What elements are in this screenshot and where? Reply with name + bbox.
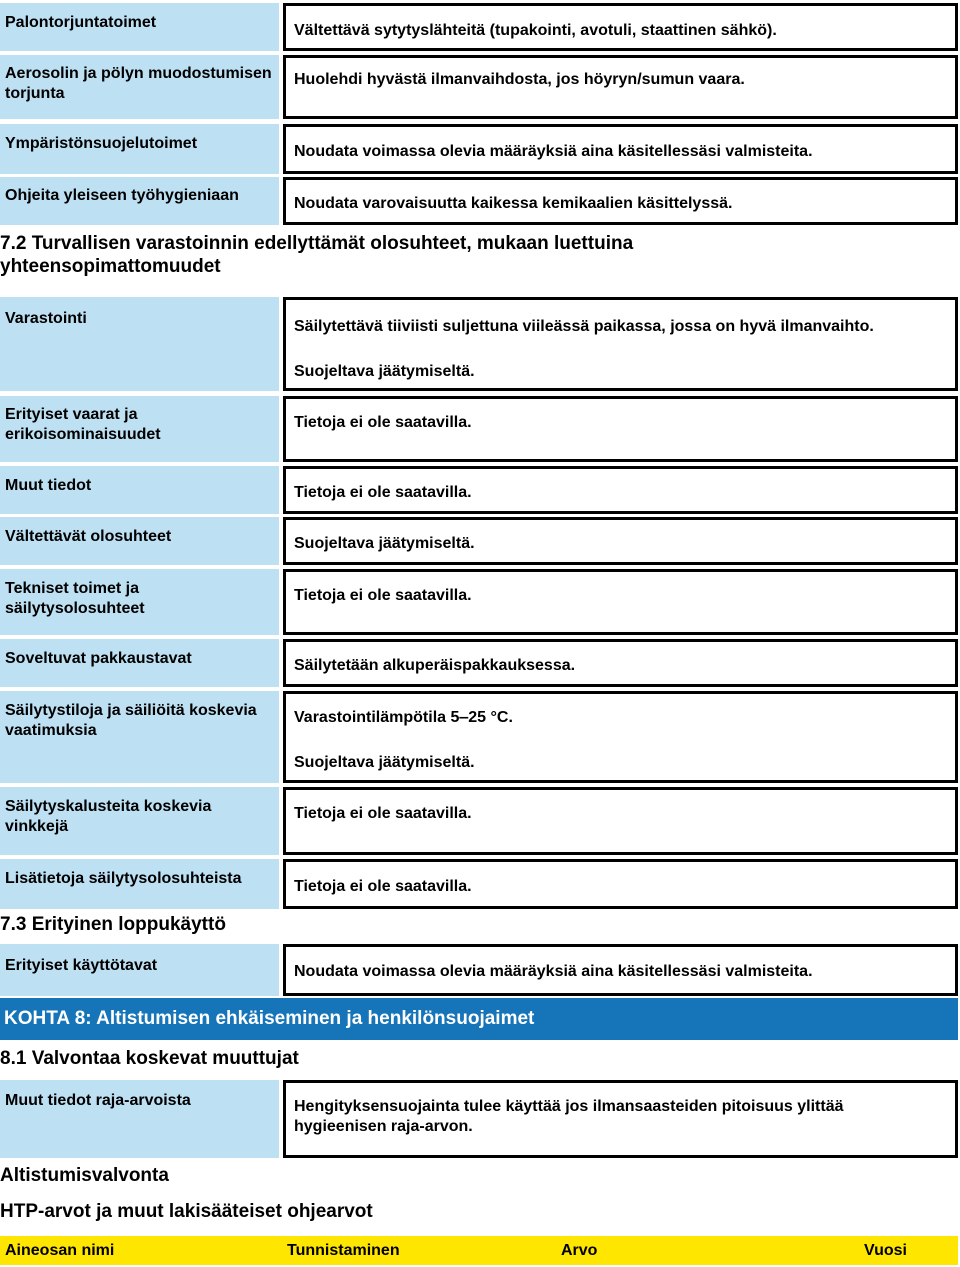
kohta-8-bar: KOHTA 8: Altistumisen ehkäiseminen ja henkilönsuojaimet [0, 998, 958, 1040]
row-muut-tiedot [0, 466, 960, 514]
row-value: Hengityksensuojainta tulee käyttää jos ilmansaasteiden pitoisuus ylittää hygieenisen raja-arvon. [294, 1098, 844, 1135]
row-value-box [283, 297, 958, 391]
row-value-box [283, 691, 958, 783]
row-palontorjuntatoimet [0, 3, 960, 51]
row-value: Suojeltava jäätymiseltä. [294, 535, 475, 552]
row-value: Tietoja ei ole saatavilla. [294, 484, 472, 501]
htp-heading: HTP-arvot ja muut lakisääteiset ohjearvot [0, 1201, 373, 1222]
table-header-tunnistaminen: Tunnistaminen [287, 1242, 400, 1259]
row-ymparistonsuojelutoimet [0, 124, 960, 174]
row-label: Soveltuvat pakkaustavat [0, 639, 279, 687]
section-heading-7-2: 7.2 Turvallisen varastoinnin edellyttämät olosuhteet, mukaan luettuina yhteensopimattomuudet [0, 233, 634, 277]
row-label: Erityiset käyttötavat [0, 944, 279, 996]
row-erityiset-kayttotavat [0, 944, 960, 996]
row-value-box [283, 3, 958, 51]
row-lisatietoja [0, 859, 960, 909]
row-raja-arvot [0, 1080, 960, 1158]
row-value: Noudata varovaisuutta kaikessa kemikaalien käsittelyssä. [294, 195, 733, 212]
row-value-box [283, 569, 958, 635]
table-header [0, 1236, 958, 1265]
row-label: Säilytystiloja ja säiliöitä koskevia vaatimuksia [0, 691, 279, 783]
row-value: Tietoja ei ole saatavilla. [294, 587, 472, 604]
row-label: Säilytyskalusteita koskevia vinkkejä [0, 787, 279, 855]
table-header-arvo: Arvo [561, 1242, 598, 1259]
row-value-box [283, 859, 958, 909]
row-value-box [283, 124, 958, 174]
row-tyohygienia [0, 177, 960, 225]
section-heading-8-1: 8.1 Valvontaa koskevat muuttujat [0, 1048, 299, 1069]
row-label: Ohjeita yleiseen työhygieniaan [0, 177, 279, 225]
row-label: Varastointi [0, 297, 279, 391]
row-value: Huolehdi hyvästä ilmanvaihdosta, jos höyryn/sumun vaara. [294, 71, 745, 88]
row-label: Ympäristönsuojelutoimet [0, 124, 279, 174]
row-sailytystilat [0, 691, 960, 783]
table-header-aineosan-nimi: Aineosan nimi [5, 1242, 115, 1259]
row-label: Erityiset vaarat ja erikoisominaisuudet [0, 396, 279, 462]
row-value: Suojeltava jäätymiseltä. [294, 363, 475, 380]
row-value: Säilytetään alkuperäispakkauksessa. [294, 657, 576, 674]
row-value: Säilytettävä tiiviisti suljettuna viileässä paikassa, jossa on hyvä ilmanvaihto. [294, 318, 874, 335]
row-value: Noudata voimassa olevia määräyksiä aina käsitellessäsi valmisteita. [294, 143, 813, 160]
row-label: Muut tiedot [0, 466, 279, 514]
row-aerosolin [0, 55, 960, 119]
row-value: Tietoja ei ole saatavilla. [294, 878, 472, 895]
row-value: Varastointilämpötila 5‒25 °C. [294, 709, 513, 726]
row-label: Lisätietoja säilytysolosuhteista [0, 859, 279, 909]
row-value-box [283, 55, 958, 119]
row-value-box [283, 517, 958, 565]
row-value: Noudata voimassa olevia määräyksiä aina käsitellessäsi valmisteita. [294, 963, 813, 980]
row-value-box [283, 396, 958, 462]
row-value-box [283, 639, 958, 687]
row-value-box [283, 944, 958, 996]
row-varastointi [0, 297, 960, 391]
row-value: Tietoja ei ole saatavilla. [294, 414, 472, 431]
row-sailytyskalusteet [0, 787, 960, 855]
row-value: Vältettävä sytytyslähteitä (tupakointi, avotuli, staattinen sähkö). [294, 22, 777, 39]
row-label: Aerosolin ja pölyn muodostumisen torjunta [0, 55, 279, 119]
row-value: Suojeltava jäätymiseltä. [294, 754, 475, 771]
row-value-box [283, 466, 958, 514]
row-pakkaustavat [0, 639, 960, 687]
row-label: Tekniset toimet ja säilytysolosuhteet [0, 569, 279, 635]
row-label: Palontorjuntatoimet [0, 3, 279, 51]
row-label: Vältettävät olosuhteet [0, 517, 279, 565]
row-tekniset-toimet [0, 569, 960, 635]
row-erityiset-vaarat [0, 396, 960, 462]
section-heading-7-3: 7.3 Erityinen loppukäyttö [0, 914, 226, 935]
altistumisvalvonta-heading: Altistumisvalvonta [0, 1165, 169, 1186]
row-valtettavat-olosuhteet [0, 517, 960, 565]
row-value: Tietoja ei ole saatavilla. [294, 805, 472, 822]
row-value-box [283, 1080, 958, 1158]
table-header-vuosi: Vuosi [864, 1242, 907, 1259]
row-label: Muut tiedot raja-arvoista [0, 1080, 279, 1158]
row-value-box [283, 787, 958, 855]
row-value-box [283, 177, 958, 225]
